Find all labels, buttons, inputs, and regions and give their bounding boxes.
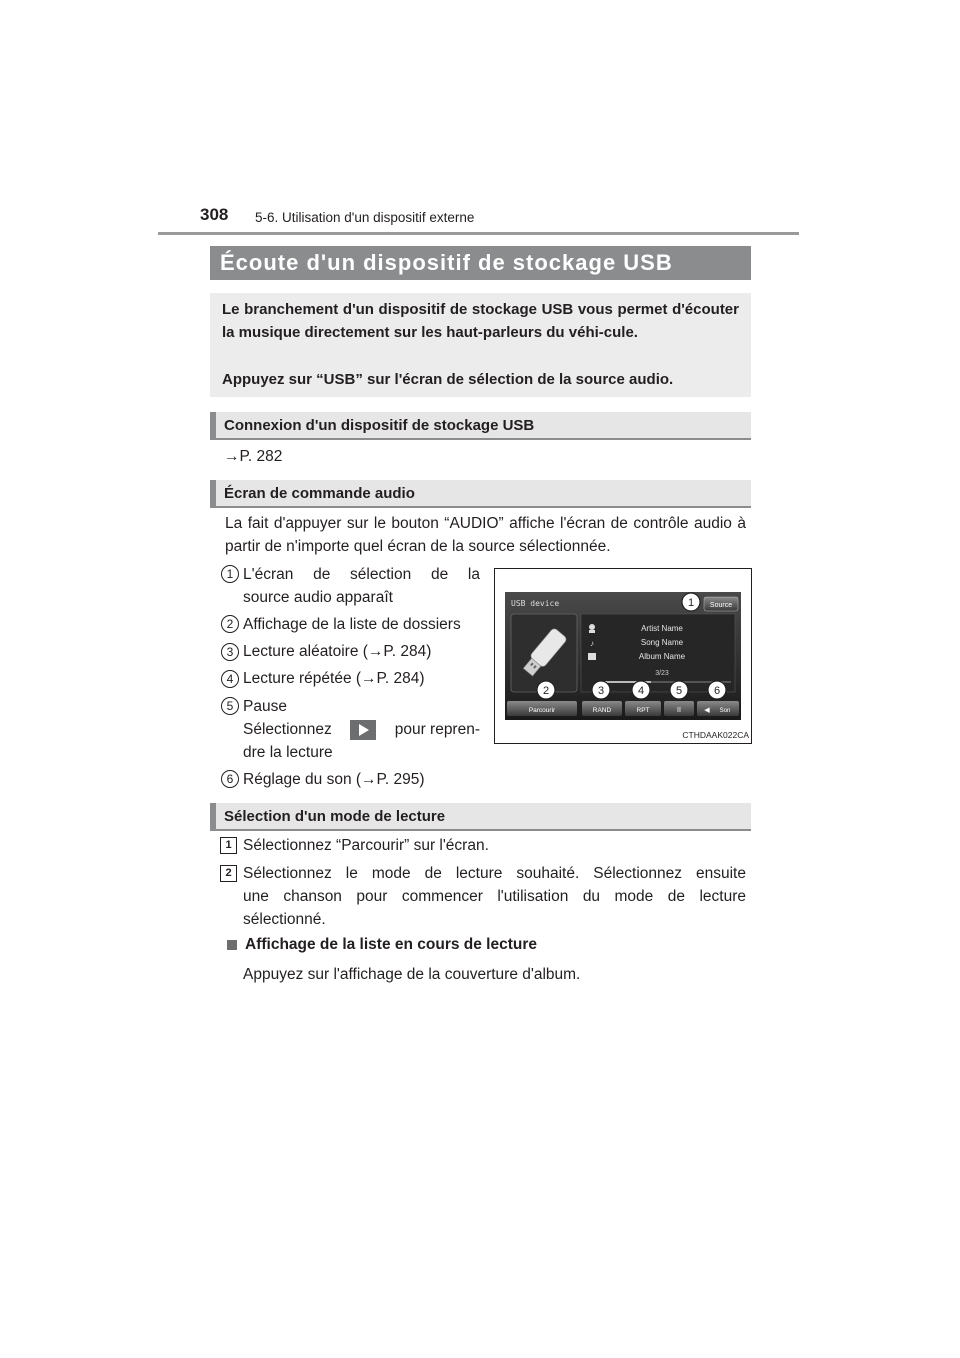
song-name: Song Name	[640, 638, 684, 647]
figure-caption: CTHDAAK022CA	[682, 730, 749, 740]
connexion-ref: →P. 282	[224, 448, 283, 465]
callout-1	[682, 593, 700, 611]
item-number-1: 1	[221, 565, 239, 583]
item-number-3: 3	[221, 643, 239, 661]
section-title-bar	[210, 246, 751, 280]
chapter-title: 5-6. Utilisation d'un dispositif externe	[255, 210, 475, 225]
callout-5-label: 5	[675, 685, 683, 697]
item-1-line-2: source audio apparaît	[243, 589, 393, 606]
sound-button[interactable]	[697, 701, 739, 716]
subheading-liste-text-body: Appuyez sur l'affichage de la couverture d'album.	[243, 966, 581, 983]
item-5-select-text: Sélectionnez	[243, 721, 332, 738]
callout-4-label: 4	[637, 685, 645, 697]
browse-button-label: Parcourir	[528, 707, 556, 714]
play-icon	[350, 720, 376, 740]
song-note-icon: ♪	[590, 639, 594, 648]
item-3-text: Lecture aléatoire (→P. 284)	[243, 643, 432, 660]
item-5-line-3: dre la lecture	[243, 744, 333, 761]
heading-connexion	[210, 412, 751, 440]
heading-mode-text: Sélection d'un mode de lecture	[224, 808, 446, 825]
item-number-6: 6	[221, 770, 239, 788]
heading-ecran	[210, 480, 751, 508]
step-number-2: 2	[220, 865, 237, 882]
item-5-line-1: Pause	[243, 698, 287, 715]
callout-2	[537, 681, 555, 699]
heading-connexion-text: Connexion d'un dispositif de stockage USB	[224, 417, 535, 434]
item-1-line-1: L'écran de sélection de la	[243, 566, 480, 583]
item-number-4: 4	[221, 670, 239, 688]
intro-paragraph-1: Le branchement d'un dispositif de stockage USB vous permet d'écouter la musique directement sur les haut-parleurs du véhi-cule.	[222, 301, 739, 341]
item-number-5: 5	[221, 697, 239, 715]
speaker-icon: ◀	[704, 707, 710, 714]
heading-mode	[210, 803, 751, 831]
callout-2-label: 2	[542, 685, 550, 697]
sound-button-label: Son	[719, 708, 731, 714]
album-icon	[588, 653, 596, 660]
artist-icon-body	[589, 630, 595, 633]
subheading-liste	[227, 936, 537, 954]
source-button-label: Source	[709, 602, 733, 609]
callout-6-label: 6	[713, 685, 721, 697]
callout-6	[708, 681, 726, 699]
step-2-line-1: Sélectionnez le mode de lecture souhaité. Sélectionnez ensuite	[243, 865, 746, 882]
header-rule	[158, 232, 799, 235]
callout-1-label: 1	[687, 597, 695, 609]
callout-5	[670, 681, 688, 699]
item-6-text: Réglage du son (→P. 295)	[243, 771, 425, 788]
item-number-2: 2	[221, 615, 239, 633]
ecran-description: La fait d'appuyer sur le bouton “AUDIO” affiche l'écran de contrôle audio à partir de n'importe quel écran de la source sélectionnée.	[225, 515, 746, 555]
page-title: Écoute d'un dispositif de stockage USB	[220, 250, 673, 275]
heading-ecran-text: Écran de commande audio	[224, 485, 415, 502]
item-4-text: Lecture répétée (→P. 284)	[243, 670, 425, 687]
callout-3	[592, 681, 610, 699]
step-number-1: 1	[220, 837, 237, 854]
item-5-resume-text: pour repren-	[394, 721, 480, 738]
artist-name: Artist Name	[641, 624, 683, 633]
item-5-line-2	[243, 718, 480, 741]
pause-button-label: II	[677, 707, 681, 714]
audio-screen-illustration	[494, 568, 752, 744]
album-name: Album Name	[638, 652, 686, 661]
step-1-text: Sélectionnez “Parcourir” sur l'écran.	[243, 837, 489, 854]
artist-icon	[589, 624, 595, 630]
subheading-liste-text: Affichage de la liste en cours de lecture	[245, 936, 538, 953]
audio-screen-svg	[495, 569, 751, 743]
page-number: 308	[200, 205, 229, 224]
callout-3-label: 3	[597, 685, 605, 697]
random-button-label: RAND	[592, 707, 612, 714]
callout-4	[632, 681, 650, 699]
repeat-button-label: RPT	[636, 707, 650, 714]
step-2-line-2: une chanson pour commencer l'utilisation du mode de lecture	[243, 888, 746, 905]
track-counter: 3/23	[655, 670, 669, 677]
screen-title: USB device	[511, 599, 560, 608]
item-2-text: Affichage de la liste de dossiers	[243, 616, 461, 633]
intro-paragraph-2: Appuyez sur “USB” sur l'écran de sélection de la source audio.	[222, 371, 674, 388]
step-2-line-3: sélectionné.	[243, 911, 326, 928]
intro-box	[210, 293, 751, 397]
square-bullet-icon	[227, 940, 237, 950]
